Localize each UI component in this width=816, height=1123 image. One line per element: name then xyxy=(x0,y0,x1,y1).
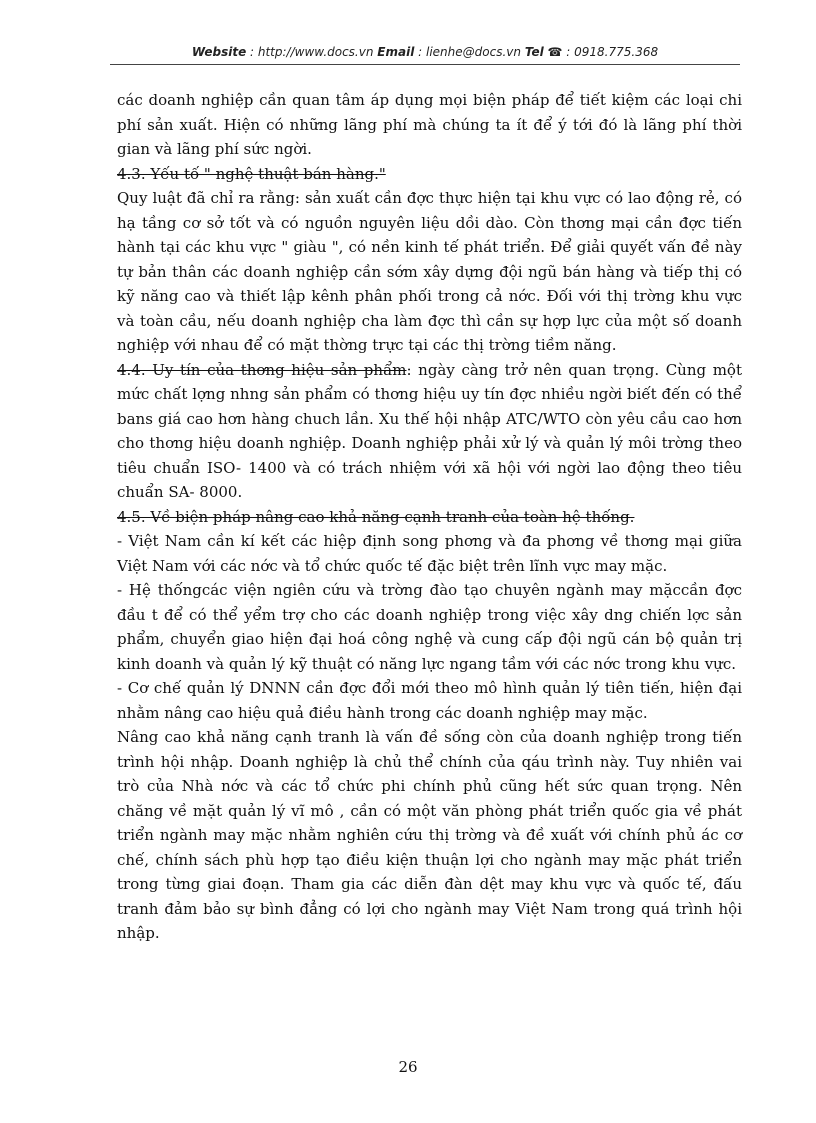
paragraph-brand-reputation xyxy=(117,358,742,505)
document-body xyxy=(117,88,742,946)
tel-label: Tel xyxy=(524,45,544,59)
website-url[interactable]: http://www.docs.vn xyxy=(257,45,374,59)
website-separator: : xyxy=(246,45,258,59)
section-heading-4-5: 4.5. Về biện pháp nâng cao khả năng cạnh tranh của toàn hệ thống. xyxy=(117,507,635,526)
email-address[interactable]: lienhe@docs.vn xyxy=(426,45,521,59)
brand-reputation-text: : ngày càng trở nên quan trọng. Cùng một mức chất lợng nhng sản phẩm có thơng hiệu uy tín đợc nhiều ngời biết đến có thể bans giá cao hơn hàng chuch lần. Xu thế hội nhập ATC/WTO còn yêu cầu cao hơn cho thơng hiệu doanh nghiệp. Doanh nghiệp phải xử lý và quản lý môi trờng theo tiêu chuẩn ISO- 1400 và có trách nhiệm với xã hội với ngời lao động theo tiêu chuẩn SA- 8000. xyxy=(117,360,742,501)
paragraph-sales-art: Quy luật đã chỉ ra rằng: sản xuất cần đợc thực hiện tại khu vực có lao động rẻ, có hạ tầng cơ sở tốt và có nguồn nguyên liệu dồi dào. Còn thơng mại cần đợc tiến hành tại các khu vực " giàu ", có nền kinh tế phát triển. Để giải quyết vấn đề này tự bản thân các doanh nghiệp cần sớm xây dựng đội ngũ bán hàng và tiếp thị có kỹ năng cao và thiết lập kênh phân phối trong cả nớc. Đối với thị trờng khu vực và toàn cầu, nếu doanh nghiệp cha làm đợc thì cần sự hợp lực của một số doanh nghiệp với nhau để có mặt thờng trực tại các thị trờng tiềm năng. xyxy=(117,189,742,354)
bullet-trade-agreements: - Việt Nam cần kí kết các hiệp định song phơng và đa phơng về thơng mại giữa Việt Nam với các nớc và tổ chức quốc tế đặc biệt trên lĩnh vực may mặc. xyxy=(117,532,742,575)
paragraph-intro: các doanh nghiệp cần quan tâm áp dụng mọi biện pháp để tiết kiệm các loại chi phí sản xuất. Hiện có những lãng phí mà chúng ta ít để ý tới đó là lãng phí thời gian và lãng phí sức ngời. xyxy=(117,91,742,158)
bullet-management-mechanism: - Cơ chế quản lý DNNN cần đợc đổi mới theo mô hình quản lý tiên tiến, hiện đại nhằm nâng cao hiệu quả điều hành trong các doanh nghiệp may mặc. xyxy=(117,679,742,722)
page-header xyxy=(110,45,740,59)
header-divider xyxy=(110,64,740,65)
email-label: Email xyxy=(377,45,415,59)
phone-number: 0918.775.368 xyxy=(574,45,659,59)
phone-icon: ☎ : xyxy=(543,45,575,59)
page-number: 26 xyxy=(398,1058,418,1076)
website-label: Website xyxy=(191,45,247,59)
paragraph-conclusion: Nâng cao khả năng cạnh tranh là vấn đề sống còn của doanh nghiệp trong tiến trình hội nhập. Doanh nghiệp là chủ thể chính của qáu trình này. Tuy nhiên vai trò của Nhà nớc và các tổ chức phi chính phủ cũng hết sức quan trọng. Nên chăng về mặt quản lý vĩ mô , cần có một văn phòng phát triển quốc gia về phát triển ngành may mặc nhằm nghiên cứu thị trờng và đề xuất với chính phủ ác cơ chế, chính sách phù hợp tạo điều kiện thuận lợi cho ngành may mặc phát triển trong từng giai đoạn. Tham gia các diễn đàn dệt may khu vực và quốc tế, đấu tranh đảm bảo sự bình đẳng có lợi cho ngành may Việt Nam trong quá trình hội nhập. xyxy=(117,728,742,942)
section-heading-4-3: 4.3. Yếu tố " nghệ thuật bán hàng." xyxy=(117,164,386,183)
bullet-research-institutes: - Hệ thốngcác viện ngiên cứu và trờng đào tạo chuyên ngành may mặccần đợc đầu t để có thể yểm trợ cho các doanh nghiệp trong việc xây dng chiến lợc sản phẩm, chuyển giao hiện đại hoá công nghệ và cung cấp đội ngũ cán bộ quản trị kinh doanh và quản lý kỹ thuật có năng lực ngang tầm với các nớc trong khu vực. xyxy=(117,581,742,673)
section-heading-4-4: 4.4. Uy tín của thơng hiệu sản phẩm xyxy=(117,360,407,379)
email-separator: : xyxy=(414,45,426,59)
